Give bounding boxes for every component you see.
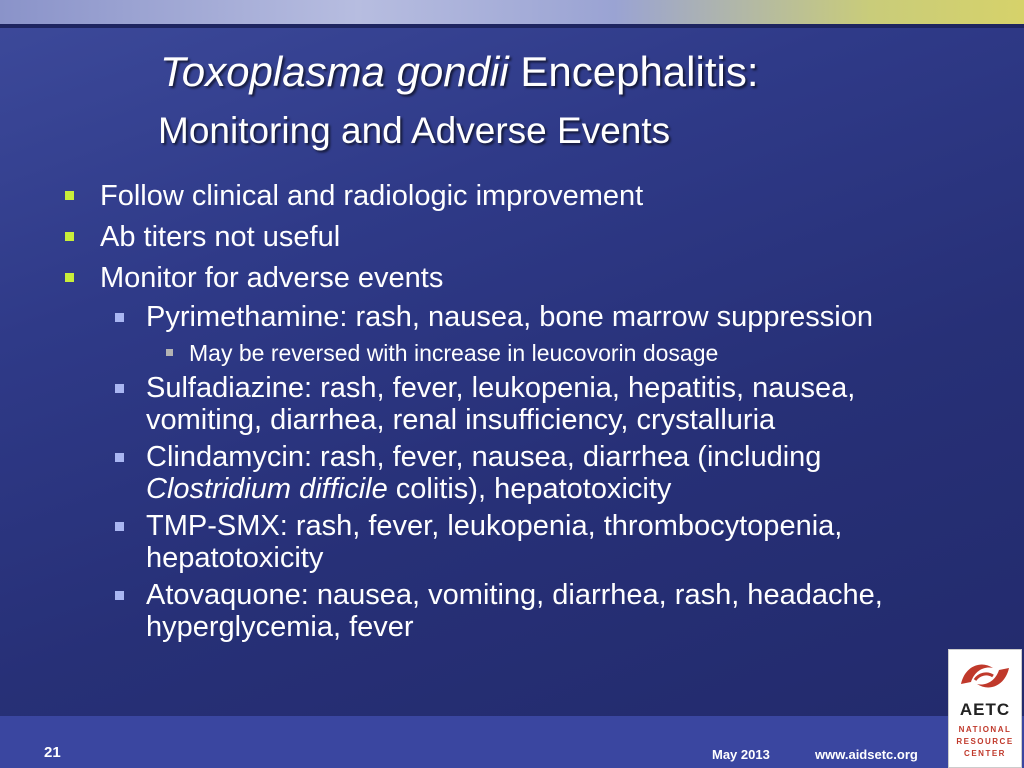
logo-line-2: RESOURCE <box>956 737 1014 746</box>
sub-bullet-text: Pyrimethamine: rash, nausea, bone marrow suppression <box>146 301 873 333</box>
page-number: 21 <box>44 744 61 761</box>
bullet-text: Ab titers not useful <box>100 221 341 253</box>
square-bullet-icon <box>166 349 173 356</box>
square-bullet-icon <box>65 191 74 200</box>
square-bullet-icon <box>115 591 124 600</box>
sub-bullet-text: Atovaquone: nausea, vomiting, diarrhea, rash, headache, hyperglycemia, fever <box>146 579 883 643</box>
sub-bullet-item <box>0 301 1000 333</box>
sub-bullet-text: Sulfadiazine: rash, fever, leukopenia, hepatitis, nausea, vomiting, diarrhea, renal insufficiency, crystalluria <box>146 372 856 436</box>
bullet-list <box>0 178 1000 648</box>
aetc-logo <box>948 649 1022 768</box>
footer-url: www.aidsetc.org <box>815 747 918 762</box>
sub-sub-bullet-text: May be reversed with increase in leucovorin dosage <box>189 340 719 366</box>
logo-subtitle <box>949 724 1021 760</box>
logo-line-1: NATIONAL <box>958 725 1012 734</box>
sub-bullet-item <box>0 441 1000 505</box>
bullet-item <box>0 219 1000 255</box>
sub-bullet-text-italic: Clostridium difficile <box>146 473 388 505</box>
square-bullet-icon <box>115 384 124 393</box>
footer-date: May 2013 <box>712 747 770 762</box>
square-bullet-icon <box>65 273 74 282</box>
square-bullet-icon <box>115 522 124 531</box>
bullet-text: Follow clinical and radiologic improvement <box>100 180 644 212</box>
sub-bullet-text-pre: Clindamycin: rash, fever, nausea, diarrhea (including <box>146 441 822 473</box>
sub-bullet-item <box>0 510 1000 574</box>
square-bullet-icon <box>65 232 74 241</box>
bullet-item <box>0 178 1000 214</box>
square-bullet-icon <box>115 453 124 462</box>
logo-line-3: CENTER <box>964 749 1006 758</box>
bullet-item <box>0 260 1000 296</box>
bullet-text: Monitor for adverse events <box>100 262 444 294</box>
sub-bullet-text: TMP-SMX: rash, fever, leukopenia, thrombocytopenia, hepatotoxicity <box>146 510 843 574</box>
top-band-shadow <box>0 24 1024 28</box>
title-italic: Toxoplasma gondii <box>160 48 509 95</box>
top-decorative-band <box>0 0 1024 24</box>
title-rest: Encephalitis: <box>508 48 759 95</box>
aetc-swirl-logo-icon <box>955 654 1015 698</box>
logo-name: AETC <box>959 700 1011 719</box>
slide-subtitle: Monitoring and Adverse Events <box>158 110 671 151</box>
sub-bullet-item <box>0 372 1000 436</box>
sub-sub-bullet-item <box>0 338 1000 368</box>
slide-title <box>160 48 759 96</box>
sub-bullet-item <box>0 579 1000 643</box>
sub-bullet-text-post: colitis), hepatotoxicity <box>387 473 672 505</box>
square-bullet-icon <box>115 313 124 322</box>
